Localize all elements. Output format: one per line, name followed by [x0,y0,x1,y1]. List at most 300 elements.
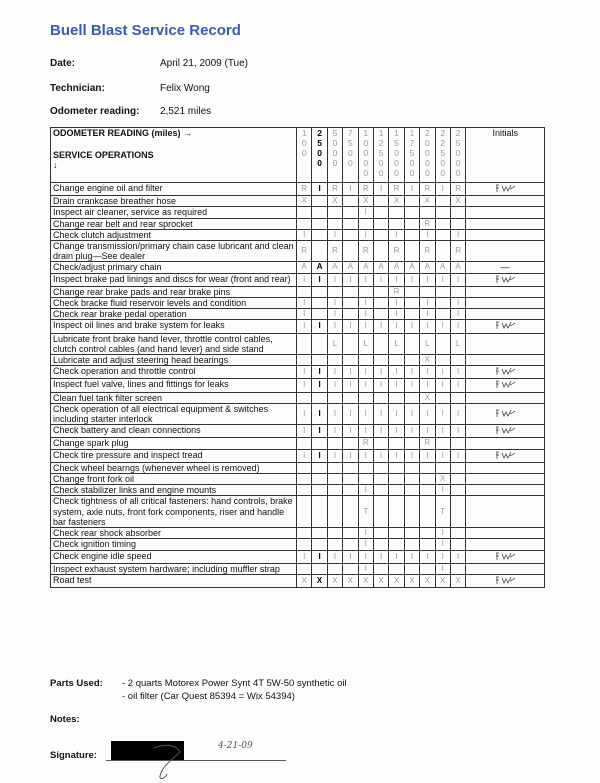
mark-cell: I [358,403,373,424]
operation-label: Check bracke fluid reservoir levels and condition [51,298,297,309]
mark-cell: I [297,379,312,392]
mark-cell: I [404,379,419,392]
mark-cell [312,563,327,574]
mark-cell [389,496,404,528]
mark-cell [312,309,327,320]
table-row [51,218,545,229]
initials-cell [466,207,545,218]
mark-cell: T [435,496,450,528]
mark-cell: R [450,241,465,262]
mark-cell [343,298,358,309]
table-row [51,496,545,528]
mark-cell: I [312,403,327,424]
table-row [51,183,545,196]
mark-cell: I [297,366,312,379]
handwritten-initials-fw [493,320,517,330]
mark-cell: A [450,262,465,273]
initials-cell [466,485,545,496]
mark-cell [373,286,388,297]
mark-cell: I [343,379,358,392]
mark-cell: I [420,320,435,333]
mark-cell: I [358,309,373,320]
mark-cell: R [389,183,404,196]
table-row [51,474,545,485]
table-row [51,462,545,473]
mark-cell [373,563,388,574]
initials-cell [466,229,545,240]
mark-cell: I [312,379,327,392]
mark-cell: I [297,449,312,462]
mark-cell [373,438,388,449]
mark-cell: I [435,403,450,424]
mark-cell: I [343,320,358,333]
mark-cell [420,207,435,218]
parts-used-label: Parts Used: [50,678,103,689]
operation-label: Lubricate and adjust steering head bearings [51,355,297,366]
mark-cell [312,298,327,309]
mark-cell: X [358,196,373,207]
mark-cell [404,229,419,240]
mark-cell [373,207,388,218]
mark-cell [373,539,388,550]
mark-cell [389,218,404,229]
mark-cell: X [420,196,435,207]
mark-cell [312,355,327,366]
mark-cell [389,474,404,485]
mark-cell [435,207,450,218]
operation-label: Check rear brake pedal operation [51,309,297,320]
mark-cell [373,196,388,207]
mark-cell: I [389,550,404,563]
initials-cell [466,241,545,262]
mark-cell: I [389,309,404,320]
handwritten-initials-fw [493,366,517,376]
mark-cell [343,207,358,218]
mark-cell: A [373,262,388,273]
handwritten-initials-fw [493,183,517,193]
table-row [51,485,545,496]
table-row [51,379,545,392]
mark-cell: R [358,183,373,196]
initials-cell [466,449,545,462]
operation-label: Road test [51,574,297,587]
mark-cell: I [404,550,419,563]
mark-cell: I [297,309,312,320]
mark-cell [435,462,450,473]
mark-cell: L [420,333,435,354]
mark-cell [312,462,327,473]
mark-cell: I [343,425,358,438]
mark-cell [450,474,465,485]
mark-cell: I [297,298,312,309]
mark-cell [450,207,465,218]
mark-cell [297,563,312,574]
mark-cell [297,496,312,528]
mark-cell [327,218,342,229]
table-row [51,449,545,462]
mark-cell: I [297,320,312,333]
mark-cell: A [312,262,327,273]
mark-cell: I [343,183,358,196]
odometer-header: ODOMETER READING (miles) → [53,128,193,138]
initials-cell [466,355,545,366]
operation-label: Check stabilizer links and engine mounts [51,485,297,496]
mark-cell: I [343,403,358,424]
mark-cell: I [358,207,373,218]
mark-cell [312,333,327,354]
mark-cell [297,528,312,539]
mark-cell [358,474,373,485]
initials-cell [466,333,545,354]
initials-cell [466,563,545,574]
mark-cell [404,485,419,496]
mark-cell [450,462,465,473]
initials-cell [466,392,545,403]
mark-cell [343,286,358,297]
mark-cell [297,355,312,366]
mark-cell: I [373,379,388,392]
mark-cell: X [389,196,404,207]
mark-cell [404,309,419,320]
mileage-header-6: 1 5 0 0 0 [389,128,404,183]
mark-cell: A [420,262,435,273]
mark-cell: I [420,379,435,392]
operation-label: Inspect air cleaner, service as required [51,207,297,218]
mark-cell [343,309,358,320]
table-row [51,320,545,333]
mark-cell: I [297,273,312,286]
mileage-header-0: 1 0 0 [297,128,312,183]
mark-cell [450,286,465,297]
table-row [51,309,545,320]
mark-cell: I [420,425,435,438]
mark-cell: X [327,196,342,207]
mark-cell [404,333,419,354]
mark-cell: I [420,229,435,240]
mark-cell [327,474,342,485]
mark-cell [450,539,465,550]
mark-cell [343,229,358,240]
initials-cell [466,183,545,196]
initials-cell: — [466,262,545,273]
mark-cell [358,286,373,297]
mark-cell: I [420,449,435,462]
mark-cell: I [343,449,358,462]
mark-cell: L [450,333,465,354]
mark-cell [343,392,358,403]
mark-cell: I [435,539,450,550]
mark-cell [450,496,465,528]
odometer-value: 2,521 miles [160,106,212,117]
mark-cell: I [450,403,465,424]
mark-cell: I [373,320,388,333]
mark-cell: I [312,320,327,333]
mark-cell: I [389,366,404,379]
mark-cell: I [435,273,450,286]
mark-cell: I [358,298,373,309]
mark-cell: I [450,273,465,286]
mark-cell [327,355,342,366]
mark-cell: I [435,528,450,539]
mark-cell: I [450,320,465,333]
mark-cell: R [297,241,312,262]
table-row [51,273,545,286]
table-row [51,403,545,424]
mark-cell: I [404,425,419,438]
mark-cell: R [420,183,435,196]
mark-cell [404,298,419,309]
mark-cell [343,218,358,229]
initials-header: Initials [466,128,545,183]
initials-cell [466,320,545,333]
mark-cell: T [358,496,373,528]
mark-cell [343,355,358,366]
initials-cell [466,462,545,473]
mark-cell [297,474,312,485]
mark-cell [404,241,419,262]
mark-cell [327,563,342,574]
mark-cell: I [358,366,373,379]
technician-value: Felix Wong [160,83,210,94]
mark-cell: I [312,183,327,196]
mark-cell: A [435,262,450,273]
mark-cell [373,462,388,473]
table-row [51,241,545,262]
mark-cell [404,218,419,229]
mark-cell [404,539,419,550]
mark-cell: I [312,550,327,563]
mark-cell [450,218,465,229]
mark-cell: I [389,403,404,424]
mark-cell: X [343,574,358,587]
operation-label: Check clutch adjustment [51,229,297,240]
operation-label: Lubricate front brake hand lever, throttle control cables, clutch control cables (and hand lever) and side stand [51,333,297,354]
mark-cell [297,485,312,496]
mark-cell [420,462,435,473]
mark-cell: I [435,320,450,333]
table-row [51,207,545,218]
notes-label: Notes: [50,714,80,725]
mark-cell: I [327,273,342,286]
mark-cell [312,286,327,297]
mark-cell: I [420,273,435,286]
mark-cell [327,438,342,449]
operation-label: Check engine idle speed [51,550,297,563]
mark-cell: I [420,403,435,424]
mark-cell: R [389,286,404,297]
initials-cell [466,273,545,286]
operation-label: Change transmission/primary chain case lubricant and clean drain plug—See dealer [51,241,297,262]
mark-cell [435,218,450,229]
mark-cell [404,462,419,473]
mark-cell [327,485,342,496]
table-row [51,286,545,297]
mark-cell: L [389,333,404,354]
mark-cell [435,241,450,262]
mark-cell: X [373,574,388,587]
service-table [50,127,545,588]
initials-cell [466,366,545,379]
mark-cell [404,438,419,449]
table-row [51,550,545,563]
mark-cell [297,438,312,449]
operation-label: Check rear shock absorber [51,528,297,539]
mark-cell [373,485,388,496]
mark-cell [312,474,327,485]
operation-label: Inspect oil lines and brake system for leaks [51,320,297,333]
mark-cell [435,196,450,207]
mark-cell [389,355,404,366]
mark-cell [450,438,465,449]
mark-cell: I [297,403,312,424]
mark-cell: I [450,298,465,309]
mark-cell [327,286,342,297]
mark-cell: I [420,550,435,563]
mark-cell: I [389,425,404,438]
mark-cell: I [450,425,465,438]
mark-cell: R [450,183,465,196]
mark-cell [404,286,419,297]
mark-cell [297,218,312,229]
operation-label: Check tightness of all critical fasteners: hand controls, brake system, axle nuts, front fork components, riser and handle bar fasteners [51,496,297,528]
technician-label: Technician: [50,83,105,94]
mark-cell: A [389,262,404,273]
initials-cell [466,379,545,392]
odometer-label: Odometer reading: [50,106,140,117]
mark-cell: I [373,550,388,563]
mark-cell [358,218,373,229]
operation-label: Inspect fuel valve, lines and fittings for leaks [51,379,297,392]
operation-label: Change engine oil and filter [51,183,297,196]
mark-cell: I [435,366,450,379]
mark-cell: I [404,366,419,379]
initials-cell [466,438,545,449]
page-title: Buell Blast Service Record [50,22,241,39]
initials-cell [466,298,545,309]
mark-cell: X [312,574,327,587]
mark-cell: I [358,229,373,240]
signature-scribble [150,742,190,782]
handwritten-initials-fw [493,450,517,460]
date-label: Date: [50,58,76,69]
mark-cell: I [312,366,327,379]
mark-cell [435,438,450,449]
mark-cell [312,196,327,207]
mark-cell [404,474,419,485]
mark-cell [373,241,388,262]
mark-cell [312,218,327,229]
mark-cell [404,207,419,218]
mark-cell [450,563,465,574]
initials-cell [466,218,545,229]
mark-cell: L [358,333,373,354]
mark-cell: X [420,392,435,403]
mark-cell: I [327,425,342,438]
mark-cell: I [358,379,373,392]
mark-cell [389,207,404,218]
mark-cell: I [389,320,404,333]
mark-cell [420,563,435,574]
mark-cell: I [435,449,450,462]
mark-cell [343,528,358,539]
mark-cell [404,496,419,528]
mark-cell [389,563,404,574]
mark-cell [327,392,342,403]
handwritten-initials-fw [493,575,517,585]
signature-date: 4-21-09 [218,741,253,751]
mark-cell: X [435,474,450,485]
mileage-header-8: 2 0 0 0 0 [420,128,435,183]
mark-cell [297,462,312,473]
mark-cell: I [404,183,419,196]
table-row [51,392,545,403]
mileage-header-4: 1 0 0 0 0 [358,128,373,183]
header-row [51,128,545,183]
mark-cell [420,474,435,485]
mark-cell: R [358,438,373,449]
operation-label: Inspect exhaust system hardware; including muffler strap [51,563,297,574]
mark-cell: I [358,320,373,333]
mark-cell: X [297,196,312,207]
operation-label: Check ignition timing [51,539,297,550]
mark-cell: I [312,425,327,438]
initials-cell [466,496,545,528]
mark-cell [373,496,388,528]
mark-cell [343,462,358,473]
mark-cell: I [373,449,388,462]
mark-cell [420,485,435,496]
initials-cell [466,539,545,550]
mark-cell [435,229,450,240]
handwritten-initials-fw [493,379,517,389]
mark-cell: I [373,273,388,286]
mark-cell [312,528,327,539]
table-row [51,539,545,550]
mark-cell: I [358,528,373,539]
mark-cell [373,355,388,366]
mark-cell [312,392,327,403]
mark-cell: I [358,425,373,438]
mark-cell: I [389,229,404,240]
mark-cell [373,229,388,240]
mark-cell [389,462,404,473]
mark-cell [450,355,465,366]
initials-cell [466,403,545,424]
initials-cell [466,550,545,563]
mark-cell [297,207,312,218]
mark-cell: I [373,425,388,438]
mark-cell: I [312,449,327,462]
mark-cell [389,528,404,539]
operation-label: Change rear belt and rear sprocket [51,218,297,229]
mark-cell [389,539,404,550]
mark-cell: I [373,183,388,196]
operation-label: Inspect brake pad linings and discs for wear (front and rear) [51,273,297,286]
mark-cell [327,496,342,528]
mark-cell: I [327,320,342,333]
parts-line-2: - oil filter (Car Quest 85394 = Wix 54394) [122,691,295,702]
table-row [51,262,545,273]
mark-cell: R [327,183,342,196]
mark-cell: I [358,563,373,574]
table-row [51,355,545,366]
mark-cell [343,485,358,496]
mark-cell [312,496,327,528]
mark-cell: X [420,355,435,366]
mark-cell: I [435,379,450,392]
mark-cell: I [297,550,312,563]
mark-cell: I [327,298,342,309]
